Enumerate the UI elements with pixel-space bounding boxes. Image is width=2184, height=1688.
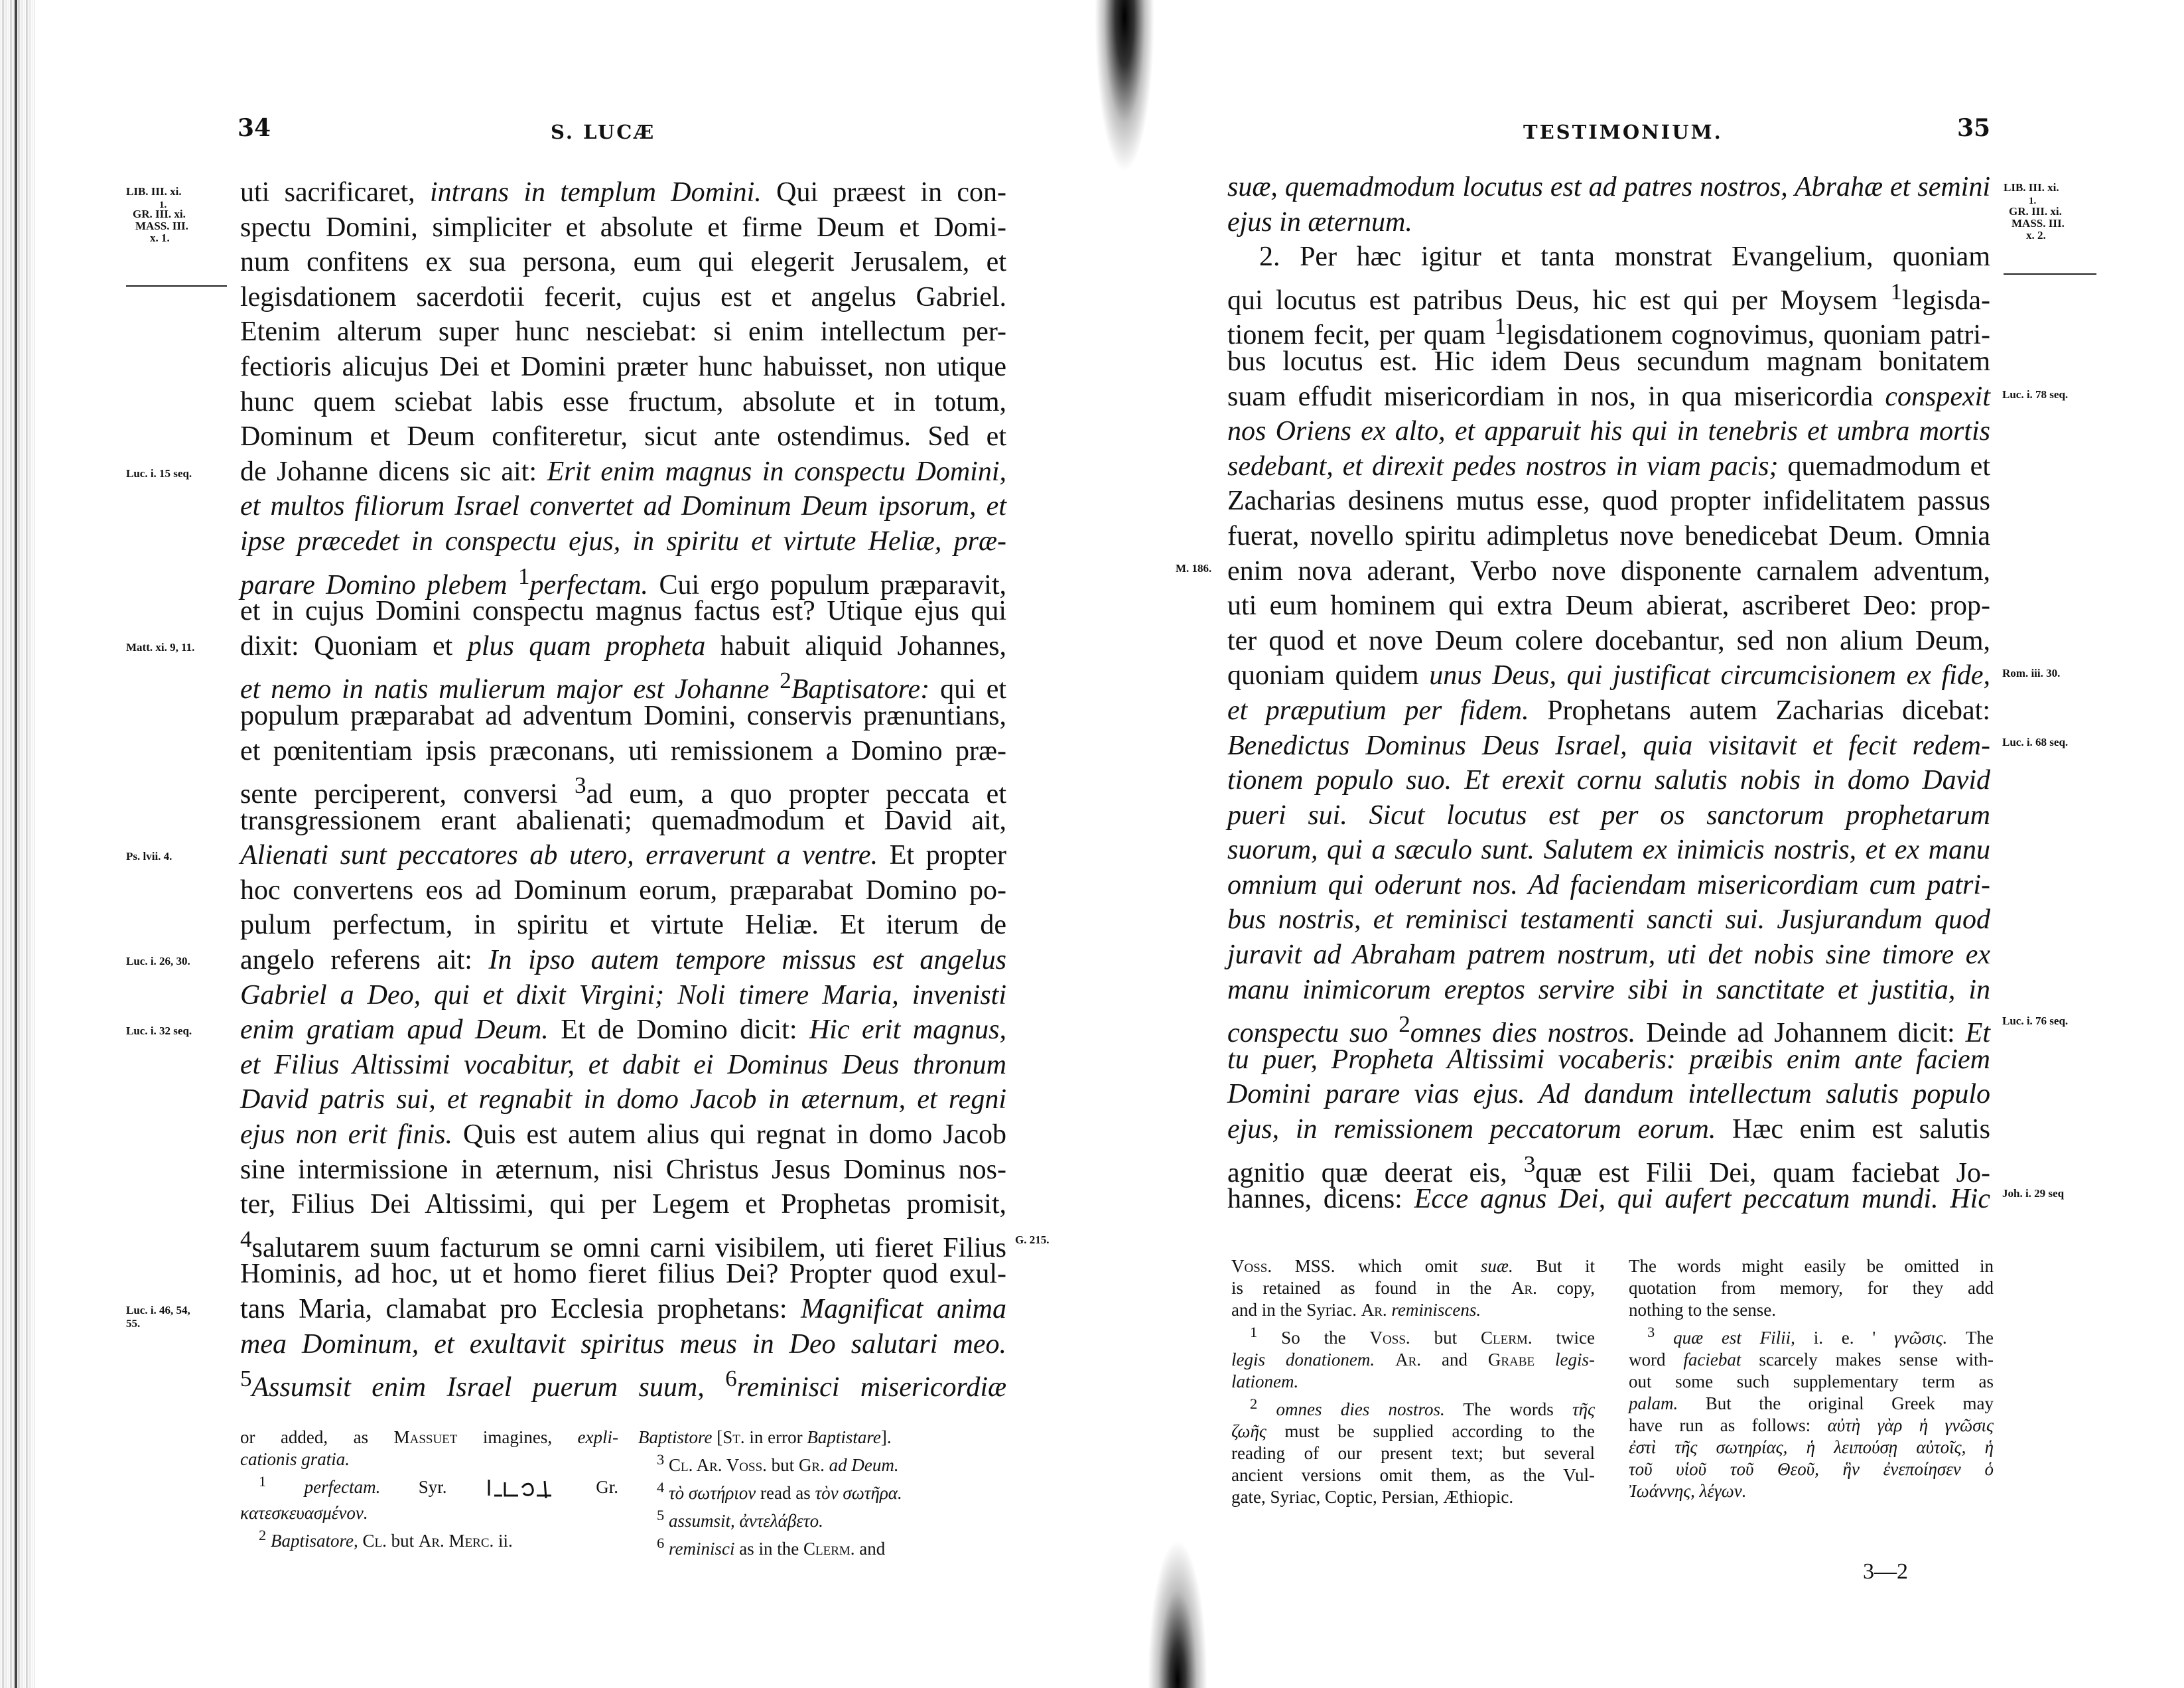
margin-book-ref-right-1: LIB. III. xi. (2004, 181, 2059, 194)
footnote-line: quotation from memory, for they add (1629, 1278, 1994, 1298)
footnote-line: Ἰωάννης, λέγων. (1629, 1481, 1747, 1501)
margin-luc-15: Luc. i. 15 seq. (126, 467, 192, 480)
left-page (0, 0, 1088, 1688)
footnote-line: have run as follows: αὐτὴ γὰρ ἡ γνῶσις (1629, 1415, 1994, 1435)
footnote-line: ζωῆς must be supplied according to the (1231, 1421, 1595, 1441)
text-line: Gabriel a Deo, qui et dixit Virgini; Noli timere Maria, invenisti (240, 979, 1006, 1011)
text-line: legisdationem sacerdotii fecerit, cujus est et angelus Gabriel. (240, 281, 1006, 313)
syriac-word-image (485, 1476, 558, 1502)
left-footnotes-col1 (240, 1427, 618, 1552)
margin-luc-46b: 55. (126, 1317, 141, 1330)
footnote-line: Voss. MSS. which omit suæ. But it (1231, 1256, 1595, 1276)
text-line: $^4$salutarem suum facturum se omni carni visibilem, uti fieret Filius (240, 1226, 1006, 1263)
footnote-line: palam. But the original Greek may (1629, 1393, 1994, 1413)
text-line: ter, Filius Dei Altissimi, qui per Legem et Prophetas promisit, (240, 1189, 1006, 1220)
right-page (1095, 0, 2184, 1688)
text-line: mea Dominum, et exultavit spiritus meus in Deo salutari meo. (240, 1328, 1006, 1360)
right-footnotes-col2 (1629, 1255, 1994, 1502)
text-line: conspectu suo $^2$omnes dies nostros. Deinde ad Johannem dicit: Et (1227, 1011, 1990, 1049)
text-line: agnitio quæ deerat eis, $^3$quæ est Filii Dei, quam faciebat Jo- (1227, 1151, 1990, 1188)
text-line: tu puer, Propheta Altissimi vocaberis: præibis enim ante faciem (1227, 1044, 1990, 1075)
footnote-line: The words might easily be omitted in (1629, 1256, 1994, 1276)
text-line: ejus in æternum. (1227, 206, 1412, 238)
text-line: manu inimicorum ereptos servire sibi in sanctitate et justitia, in (1227, 974, 1990, 1005)
footnote-line: ancient versions omit them, as the Vul- (1231, 1465, 1595, 1485)
margin-rule-right (2004, 273, 2096, 275)
text-line: 2. Per hæc igitur et tanta monstrat Evangelium, quoniam (1259, 242, 1990, 273)
footnote-line: and in the Syriac. Ar. reminiscens. (1231, 1300, 1481, 1320)
margin-book-ref-right-5: x. 2. (2026, 229, 2046, 242)
footnote-line: out some such supplementary term as (1629, 1372, 1994, 1391)
text-line: uti eum hominem qui extra Deum abierat, ascriberet Deo: prop- (1227, 591, 1990, 622)
footnote-line: reading of our present text; but several (1231, 1443, 1595, 1463)
text-line: suam effudit misericordiam in nos, in qua misericordia conspexit (1227, 381, 1990, 412)
text-line: fuerat, novello spiritu adimpletus nove benedicebat Deum. Omnia (1227, 520, 1990, 551)
left-body-text (240, 175, 1007, 1403)
margin-book-ref-right-4: MASS. III. (2012, 217, 2065, 230)
text-line: Dominum et Deum confiteretur, sicut ante ostendimus. Sed et (240, 421, 1006, 453)
text-line: de Johanne dicens sic ait: Erit enim magnus in conspectu Domini, (240, 456, 1007, 487)
footnote-line: $^1$ So the Voss. but Clerm. twice (1250, 1324, 1595, 1348)
text-line: uti sacrificaret, intrans in templum Domini. Qui præest in con- (240, 177, 1007, 208)
footnote-line: Baptistore [St. in error Baptistare]. (638, 1427, 892, 1447)
footnote-line: gate, Syriac, Coptic, Persian, Æthiopic. (1231, 1487, 1514, 1507)
footnote-line: ἐστὶ τῆς σωτηρίας, ἡ λειπούσῃ αὐτοῖς, ἡ (1629, 1437, 1994, 1457)
footnote-line: $^3$ Cl. Ar. Voss. but Gr. ad Deum. (657, 1451, 899, 1475)
text-line: Domini parare vias ejus. Ad dandum intellectum salutis populo (1227, 1079, 1990, 1110)
text-line: suæ, quemadmodum locutus est ad patres nostros, Abrahæ et semini (1227, 172, 1990, 202)
footnote-line: τοῦ υἱοῦ τοῦ Θεοῦ, ἣν ἐνεποίησεν ὁ (1629, 1459, 1994, 1479)
footnote-line: κατεσκευασμένον. (240, 1502, 368, 1523)
margin-rom: Rom. iii. 30. (2002, 667, 2061, 679)
text-line: populum præparabat ad adventum Domini, conservis prænuntians, (240, 700, 1006, 731)
left-footnotes-col2 (638, 1427, 1010, 1560)
text-line: tionem populo suo. Et erexit cornu salutis nobis in domo David (1227, 765, 1990, 796)
text-line: et Filius Altissimi vocabitur, et dabit ei Dominus Deus thronum (240, 1049, 1006, 1080)
footnote-line: $^1$ perfectam. Syr. Gr. (240, 1470, 618, 1502)
margin-book-ref-left-5: x. 1. (150, 232, 170, 244)
text-line: fectioris alicujus Dei et Domini præter hunc habuisset, non utique (240, 351, 1006, 382)
footnote-line: or added, as Massuet imagines, expli- (240, 1427, 619, 1447)
text-line: parare Domino plebem $^1$perfectam. Cui ergo populum præparavit, (240, 563, 1007, 600)
footnote-line: $^3$ quæ est Filii, i. e. ' γνῶσις. The (1647, 1324, 1994, 1348)
text-line: et pœnitentiam ipsis præconans, uti remissionem a Domino præ- (240, 735, 1006, 766)
page-number-left: 34 (238, 114, 271, 142)
margin-luc-46: Luc. i. 46, 54, (126, 1304, 190, 1316)
margin-book-ref-left-2: 1. (159, 200, 167, 210)
margin-book-ref-right-2: 1. (2029, 196, 2037, 206)
text-line: ter quod et nove Deum colere docebantur, sed non alium Deum, (1227, 625, 1990, 656)
text-line: qui locutus est patribus Deus, hic est qui per Moysem $^1$legisda- (1227, 278, 1990, 316)
footnote-line: cationis gratia. (240, 1449, 350, 1469)
text-line: spectu Domini, simpliciter et absolute et firme Deum et Domi- (240, 212, 1006, 243)
text-line: pulum perfectum, in spiritu et virtute Heliæ. Et iterum de (240, 910, 1006, 941)
text-line: sedebant, et direxit pedes nostros in viam pacis; quemadmodum et (1227, 451, 1990, 482)
footnote-line: $^2$ omnes dies nostros. The words τῆς (1250, 1395, 1595, 1419)
margin-ps: Ps. lvii. 4. (126, 850, 172, 863)
margin-luc-26: Luc. i. 26, 30. (126, 955, 190, 967)
margin-matt: Matt. xi. 9, 11. (126, 641, 195, 654)
margin-joh: Joh. i. 29 seq (2002, 1187, 2065, 1200)
text-line: suorum, qui a sæculo sunt. Salutem ex inimicis nostris, et ex manu (1227, 835, 1990, 866)
text-line: Alienati sunt peccatores ab utero, erraverunt a ventre. Et propter (240, 840, 1007, 871)
margin-luc-32: Luc. i. 32 seq. (126, 1024, 192, 1037)
right-footnotes-col1 (1231, 1255, 1595, 1508)
text-line: Zacharias desinens mutus esse, quod propter infidelitatem passus (1227, 486, 1990, 517)
text-line: dixit: Quoniam et plus quam propheta habuit aliquid Johannes, (240, 630, 1006, 662)
text-line: Benedictus Dominus Deus Israel, quia visitavit et fecit redem- (1227, 730, 1990, 761)
text-line: Etenim alterum super hunc nesciebat: si enim intellectum per- (240, 316, 1006, 348)
footnote-line: lationem. (1231, 1372, 1299, 1391)
footnote-line: $^5$ assumsit, ἀντελάβετο. (657, 1507, 823, 1531)
text-line: et in cujus Domini conspectu magnus factus est? Utique ejus qui (240, 596, 1006, 627)
text-line: nos Oriens ex alto, et apparuit his qui in tenebris et umbra mortis (1227, 416, 1990, 447)
footnote-line: $^2$ Baptisatore, Cl. but Ar. Merc. ii. (259, 1526, 513, 1551)
text-line: omnium qui oderunt nos. Ad faciendam misericordiam cum patri- (1227, 869, 1990, 900)
text-line: et præputium per fidem. Prophetans autem Zacharias dicebat: (1227, 695, 1990, 726)
margin-book-ref-left-3: GR. III. xi. (133, 208, 186, 220)
footnote-line: word faciebat scarcely makes sense with- (1629, 1350, 1994, 1370)
margin-luc-68: Luc. i. 68 seq. (2002, 736, 2069, 748)
footnote-line: is retained as found in the Ar. copy, (1231, 1278, 1595, 1298)
running-title-right: TESTIMONIUM. (1523, 121, 1723, 143)
page-number-right: 35 (1957, 114, 1991, 142)
text-line: ejus non erit finis. Quis est autem alius qui regnat in domo Jacob (240, 1119, 1006, 1151)
text-line: tionem fecit, per quam $^1$legisdationem cognovimus, quoniam patri- (1227, 313, 1990, 351)
right-body-text (1227, 170, 1990, 1217)
text-line: sente perciperent, conversi $^3$ad eum, a quo propter peccata et (240, 772, 1006, 810)
text-line: transgressionem erant abalienati; quemadmodum et David ait, (240, 805, 1006, 836)
margin-luc-76: Luc. i. 76 seq. (2002, 1015, 2069, 1027)
text-line: hoc convertens eos ad Dominum eorum, præparabat Domino po- (240, 875, 1006, 906)
margin-m-186: M. 186. (1176, 562, 1212, 575)
footnote-line: legis donationem. Ar. and Grabe legis- (1231, 1350, 1595, 1370)
margin-book-ref-left-4: MASS. III. (135, 220, 188, 232)
text-line: et nemo in natis mulierum major est Johanne $^2$Baptisatore: qui et (240, 668, 1007, 705)
text-line: ipse præcedet in conspectu ejus, in spiritu et virtute Heliæ, præ- (240, 526, 1006, 557)
text-line: Hominis, ad hoc, ut et homo fieret filius Dei? Propter quod exul- (240, 1259, 1006, 1290)
text-line: $^5$Assumsit enim Israel puerum suum, $^6$reminisci misericordiæ (240, 1366, 1007, 1403)
text-line: sine intermissione in æternum, nisi Christus Jesus Dominus nos- (240, 1154, 1006, 1185)
text-line: pueri sui. Sicut locutus est per os sanctorum prophetarum (1227, 800, 1990, 831)
signature-mark: 3—2 (1863, 1559, 1908, 1584)
margin-rule-left (126, 285, 227, 287)
text-line: enim gratiam apud Deum. Et de Domino dicit: Hic erit magnus, (240, 1015, 1006, 1046)
margin-luc-78: Luc. i. 78 seq. (2002, 388, 2069, 401)
text-line: hannes, dicens: Ecce agnus Dei, qui aufert peccatum mundi. Hic (1227, 1184, 1990, 1215)
footnote-line: nothing to the sense. (1629, 1300, 1776, 1320)
text-line: num confitens ex sua persona, eum qui elegerit Jerusalem, et (240, 247, 1006, 278)
text-line: juravit ad Abraham patrem nostrum, uti det nobis sine timore ex (1227, 940, 1990, 971)
margin-book-ref-left-1: LIB. III. xi. (126, 185, 182, 198)
text-line: hunc quem sciebat labis esse fructum, absolute et in totum, (240, 386, 1006, 417)
text-line: tans Maria, clamabat pro Ecclesia prophetans: Magnificat anima (240, 1294, 1006, 1324)
margin-g-215: G. 215. (1015, 1233, 1050, 1246)
text-line: bus nostris, et reminisci testamenti sancti sui. Jusjurandum quod (1227, 904, 1990, 936)
text-line: quoniam quidem unus Deus, qui justificat circumcisionem ex fide, (1227, 660, 1990, 691)
running-title-left: S. LUCÆ (551, 121, 656, 143)
text-line: et multos filiorum Israel convertet ad Dominum Deum ipsorum, et (240, 491, 1006, 522)
footnote-line: $^6$ reminisci as in the Clerm. and (657, 1535, 886, 1559)
text-line: enim nova aderant, Verbo nove disponente carnalem adventum, (1227, 555, 1990, 587)
text-line: bus locutus est. Hic idem Deus secundum magnam bonitatem (1227, 346, 1990, 377)
text-line: ejus, in remissionem peccatorum eorum. Hæc enim est salutis (1227, 1114, 1990, 1145)
margin-book-ref-right-3: GR. III. xi. (2009, 205, 2062, 218)
footnote-line: $^4$ τὸ σωτήριον read as τὸν σωτῆρα. (657, 1479, 902, 1503)
text-line: angelo referens ait: In ipso autem tempore missus est angelus (240, 945, 1006, 976)
text-line: David patris sui, et regnabit in domo Jacob in æternum, et regni (240, 1084, 1006, 1115)
